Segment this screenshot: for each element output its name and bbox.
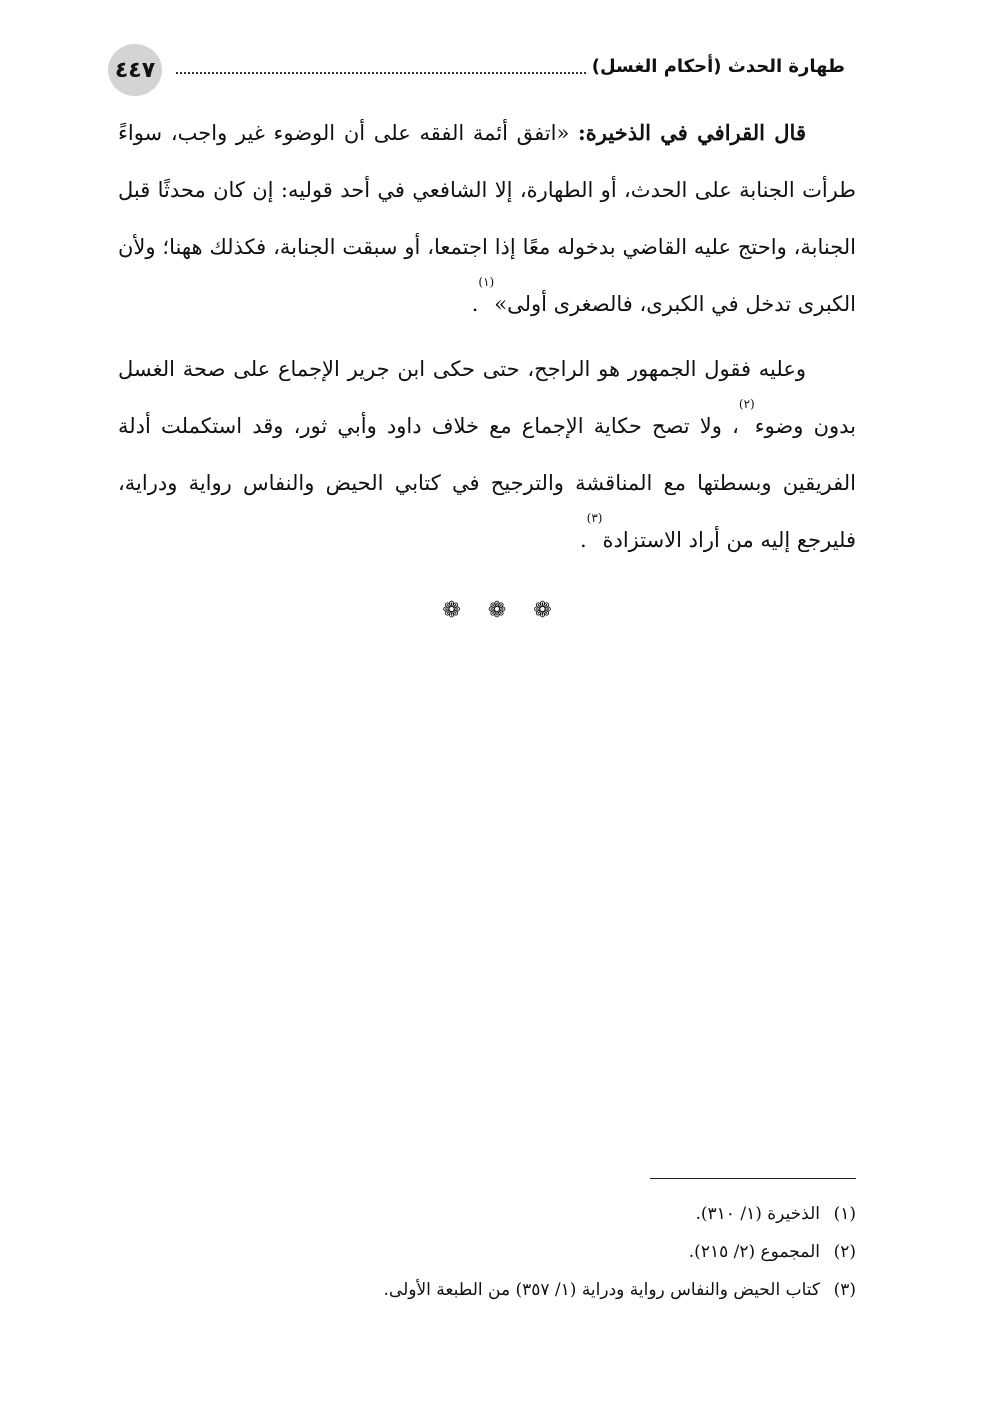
footnote-number: (١)	[833, 1204, 856, 1224]
footnote-1	[296, 1195, 856, 1233]
footnote-text: كتاب الحيض والنفاس رواية ودراية (١/ ٣٥٧) من الطبعة الأولى.	[383, 1280, 820, 1300]
running-head	[176, 56, 845, 77]
sentence-end: .	[471, 292, 479, 316]
leader-dots	[176, 60, 586, 74]
footnote-number: (٢)	[833, 1242, 856, 1262]
footnote-3	[296, 1271, 856, 1309]
footnote-ref-2[interactable]: (٢)	[738, 397, 755, 411]
footnote-text: المجموع (٢/ ٢١٥).	[688, 1242, 820, 1262]
footnotes	[296, 1195, 856, 1309]
section-ornament: ❁ ❁ ❁	[442, 598, 562, 623]
running-title: طهارة الحدث (أحكام الغسل)	[591, 56, 845, 77]
main-text	[118, 104, 856, 577]
page-number-badge	[108, 44, 162, 96]
sentence-end: .	[579, 528, 587, 552]
footnote-text: الذخيرة (١/ ٣١٠).	[695, 1204, 820, 1224]
paragraph-2-text-a: وعليه فقول الجمهور هو الراجح، حتى حكى ابن جرير الإجماع على صحة الغسل بدون وضوء	[118, 357, 856, 438]
paragraph-2	[118, 341, 856, 569]
footnote-number: (٣)	[833, 1280, 856, 1300]
quote-source: قال القرافي في الذخيرة:	[578, 120, 806, 145]
page-header	[108, 44, 845, 96]
paragraph-1	[118, 104, 856, 333]
footnote-2	[296, 1233, 856, 1271]
footnote-separator	[650, 1178, 856, 1179]
quote-text: «اتفق أئمة الفقه على أن الوضوء غير واجب، سواءً طرأت الجنابة على الحدث، أو الطهارة، إلا الشافعي في أحد قوليه: إن كان محدثًا قبل الجنابة، واحتج عليه القاضي بدخوله معًا إذا اجتمعا، أو سبقت الجنابة، فكذلك ههنا؛ ولأن الكبرى تدخل في الكبرى، فالصغرى أولى»	[118, 121, 856, 316]
footnote-ref-3[interactable]: (٣)	[586, 511, 603, 525]
page-number: ٤٤٧	[114, 57, 156, 83]
footnote-ref-1[interactable]: (١)	[478, 275, 495, 289]
paragraph-2-text-b: ، ولا تصح حكاية الإجماع مع خلاف داود وأبي ثور، وقد استكملت أدلة الفريقين وبسطتها مع المناقشة والترجيح في كتابي الحيض والنفاس رواية ودراية، فليرجع إليه من أراد الاستزادة	[118, 414, 856, 552]
